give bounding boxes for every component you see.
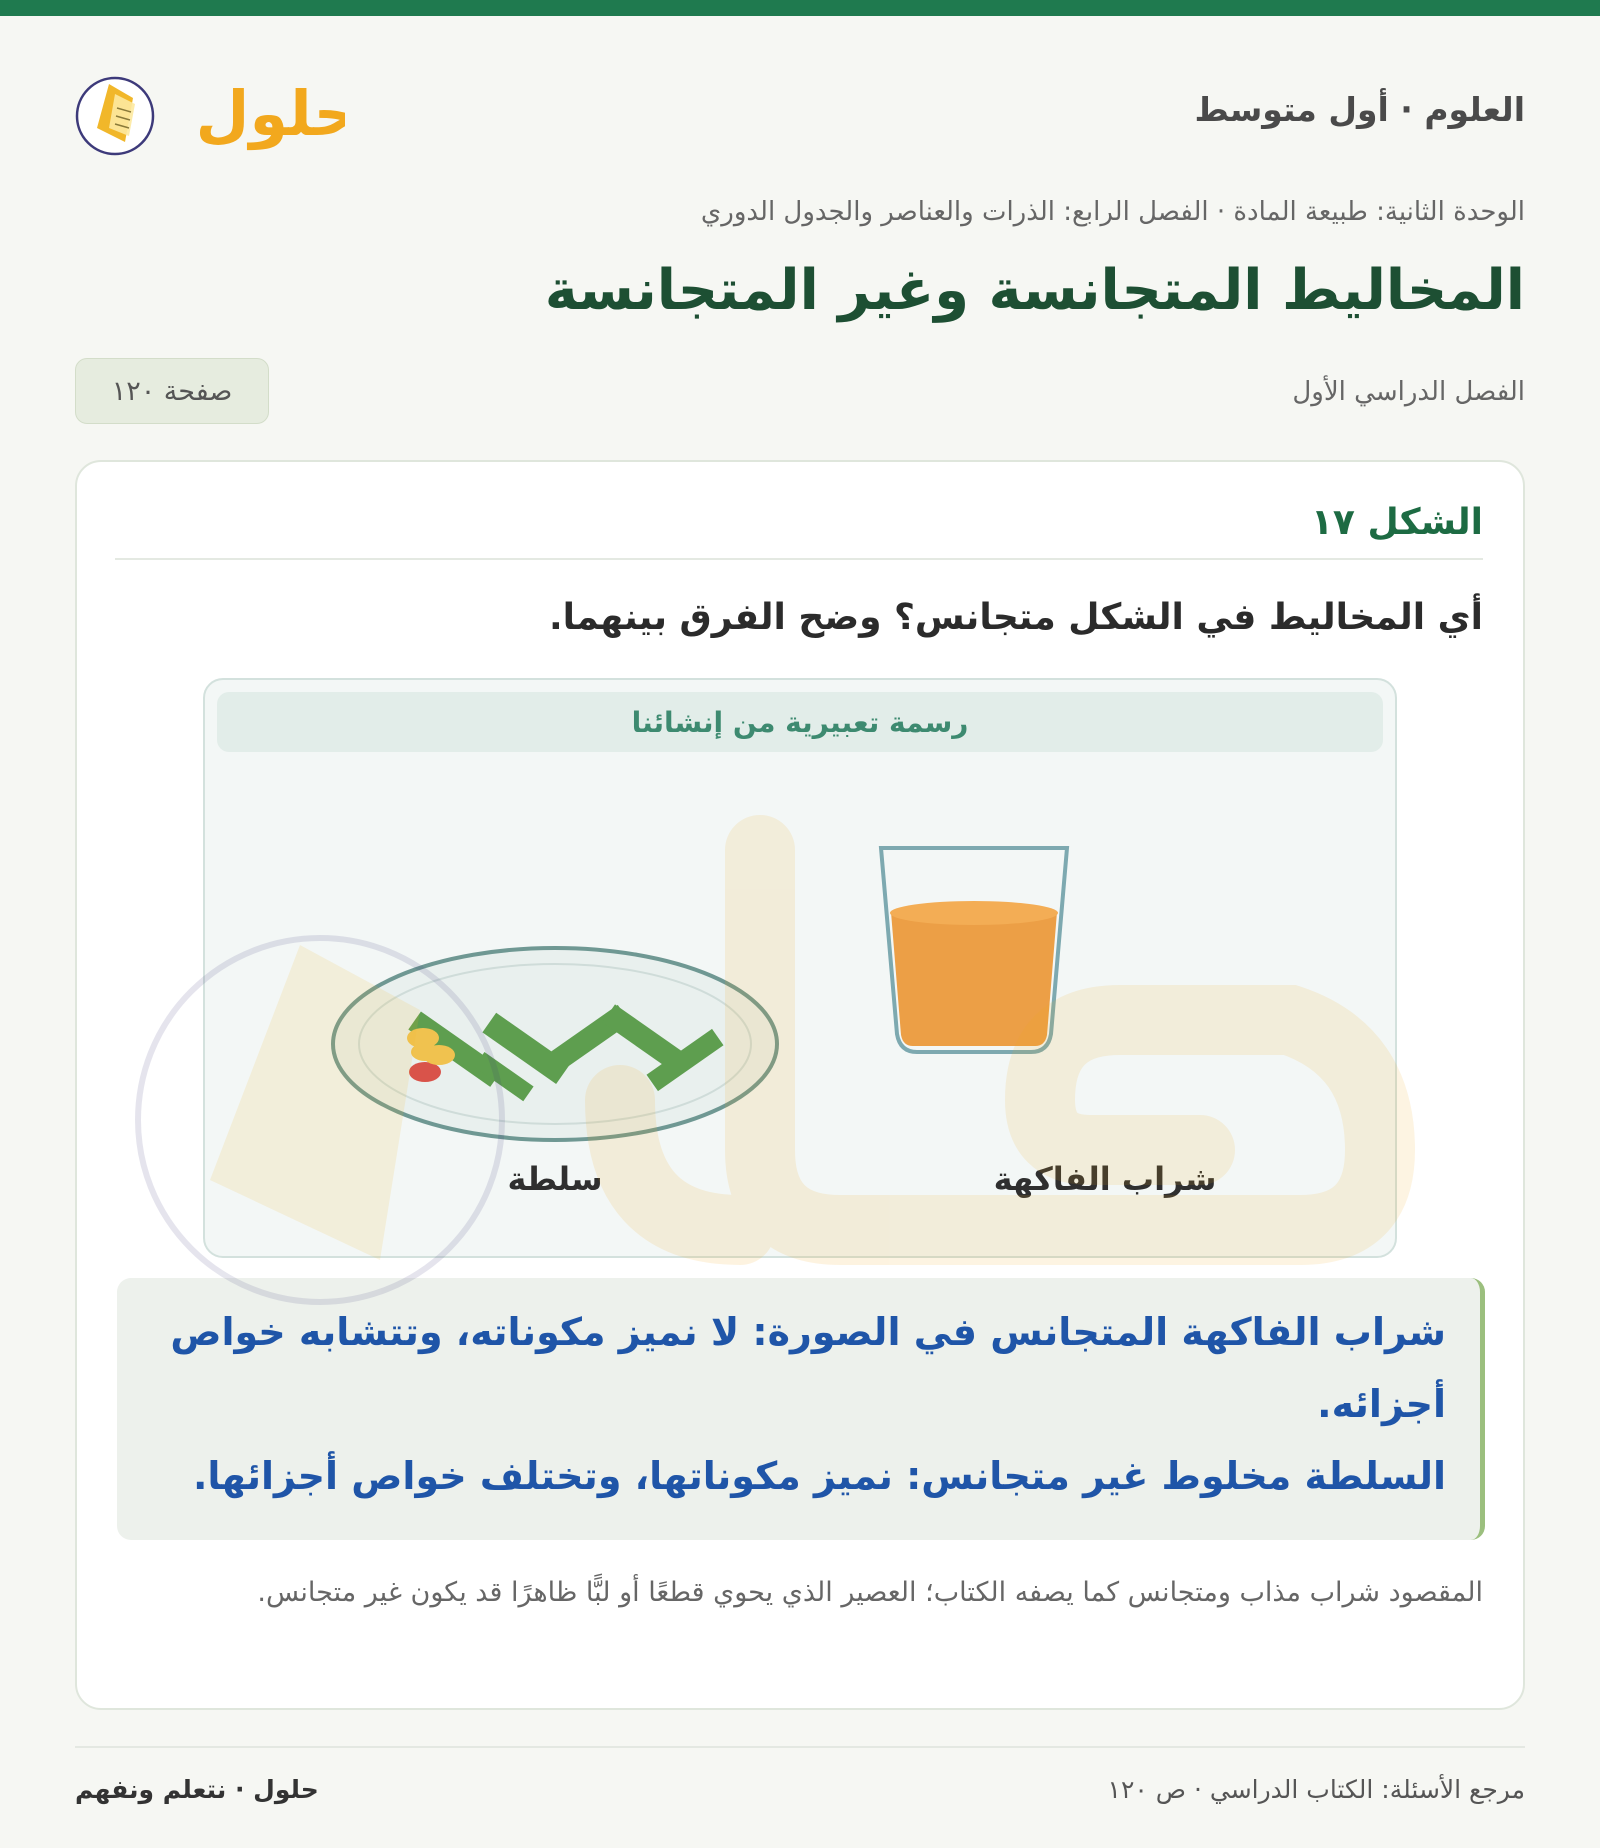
question-text: أي المخاليط في الشكل متجانس؟ وضح الفرق بينهما. <box>548 597 1483 638</box>
answer-box <box>117 1278 1485 1540</box>
figure-illustration <box>203 678 1397 1258</box>
salad-label: سلطة <box>507 1160 603 1198</box>
answer-line-2: السلطة مخلوط غير متجانس: نميز مكوناتها، وتختلف خواص أجزائها. <box>192 1454 1446 1498</box>
juice-glass-icon <box>881 848 1067 1052</box>
salad-plate-icon <box>333 948 777 1140</box>
footer-brand[interactable]: حلول · نتعلم ونفهم <box>75 1775 319 1804</box>
semester-label: الفصل الدراسي الأول <box>1292 377 1525 407</box>
figure-title: الشكل ١٧ <box>1310 502 1483 543</box>
footer-divider <box>75 1746 1525 1748</box>
footer-reference: مرجع الأسئلة: الكتاب الدراسي · ص ١٢٠ <box>1107 1775 1525 1804</box>
site-logo[interactable] <box>75 50 345 170</box>
illustration-banner: رسمة تعبيرية من إنشائنا <box>217 692 1383 752</box>
divider <box>115 558 1483 560</box>
breadcrumb[interactable]: الوحدة الثانية: طبيعة المادة · الفصل الرابع: الذرات والعناصر والجدول الدوري <box>700 197 1525 227</box>
answer-line-1: شراب الفاكهة المتجانس في الصورة: لا نميز مكوناته، وتتشابه خواص أجزائه. <box>170 1310 1446 1426</box>
subject-title: العلوم · أول متوسط <box>1194 90 1525 129</box>
logo-wordmark: حلول <box>195 77 345 150</box>
top-accent-bar <box>0 0 1600 16</box>
page-number-badge: صفحة ١٢٠ <box>75 358 269 424</box>
page-header <box>75 50 1525 170</box>
logo-icon <box>75 50 345 170</box>
figure-card <box>75 460 1525 1710</box>
page-title: المخاليط المتجانسة وغير المتجانسة <box>544 258 1525 323</box>
juice-label: شراب الفاكهة <box>993 1160 1217 1198</box>
clarification-note: المقصود شراب مذاب ومتجانس كما يصفه الكتاب؛ العصير الذي يحوي قطعًا أو لبًّا ظاهرًا قد يكون غير متجانس. <box>257 1577 1483 1608</box>
